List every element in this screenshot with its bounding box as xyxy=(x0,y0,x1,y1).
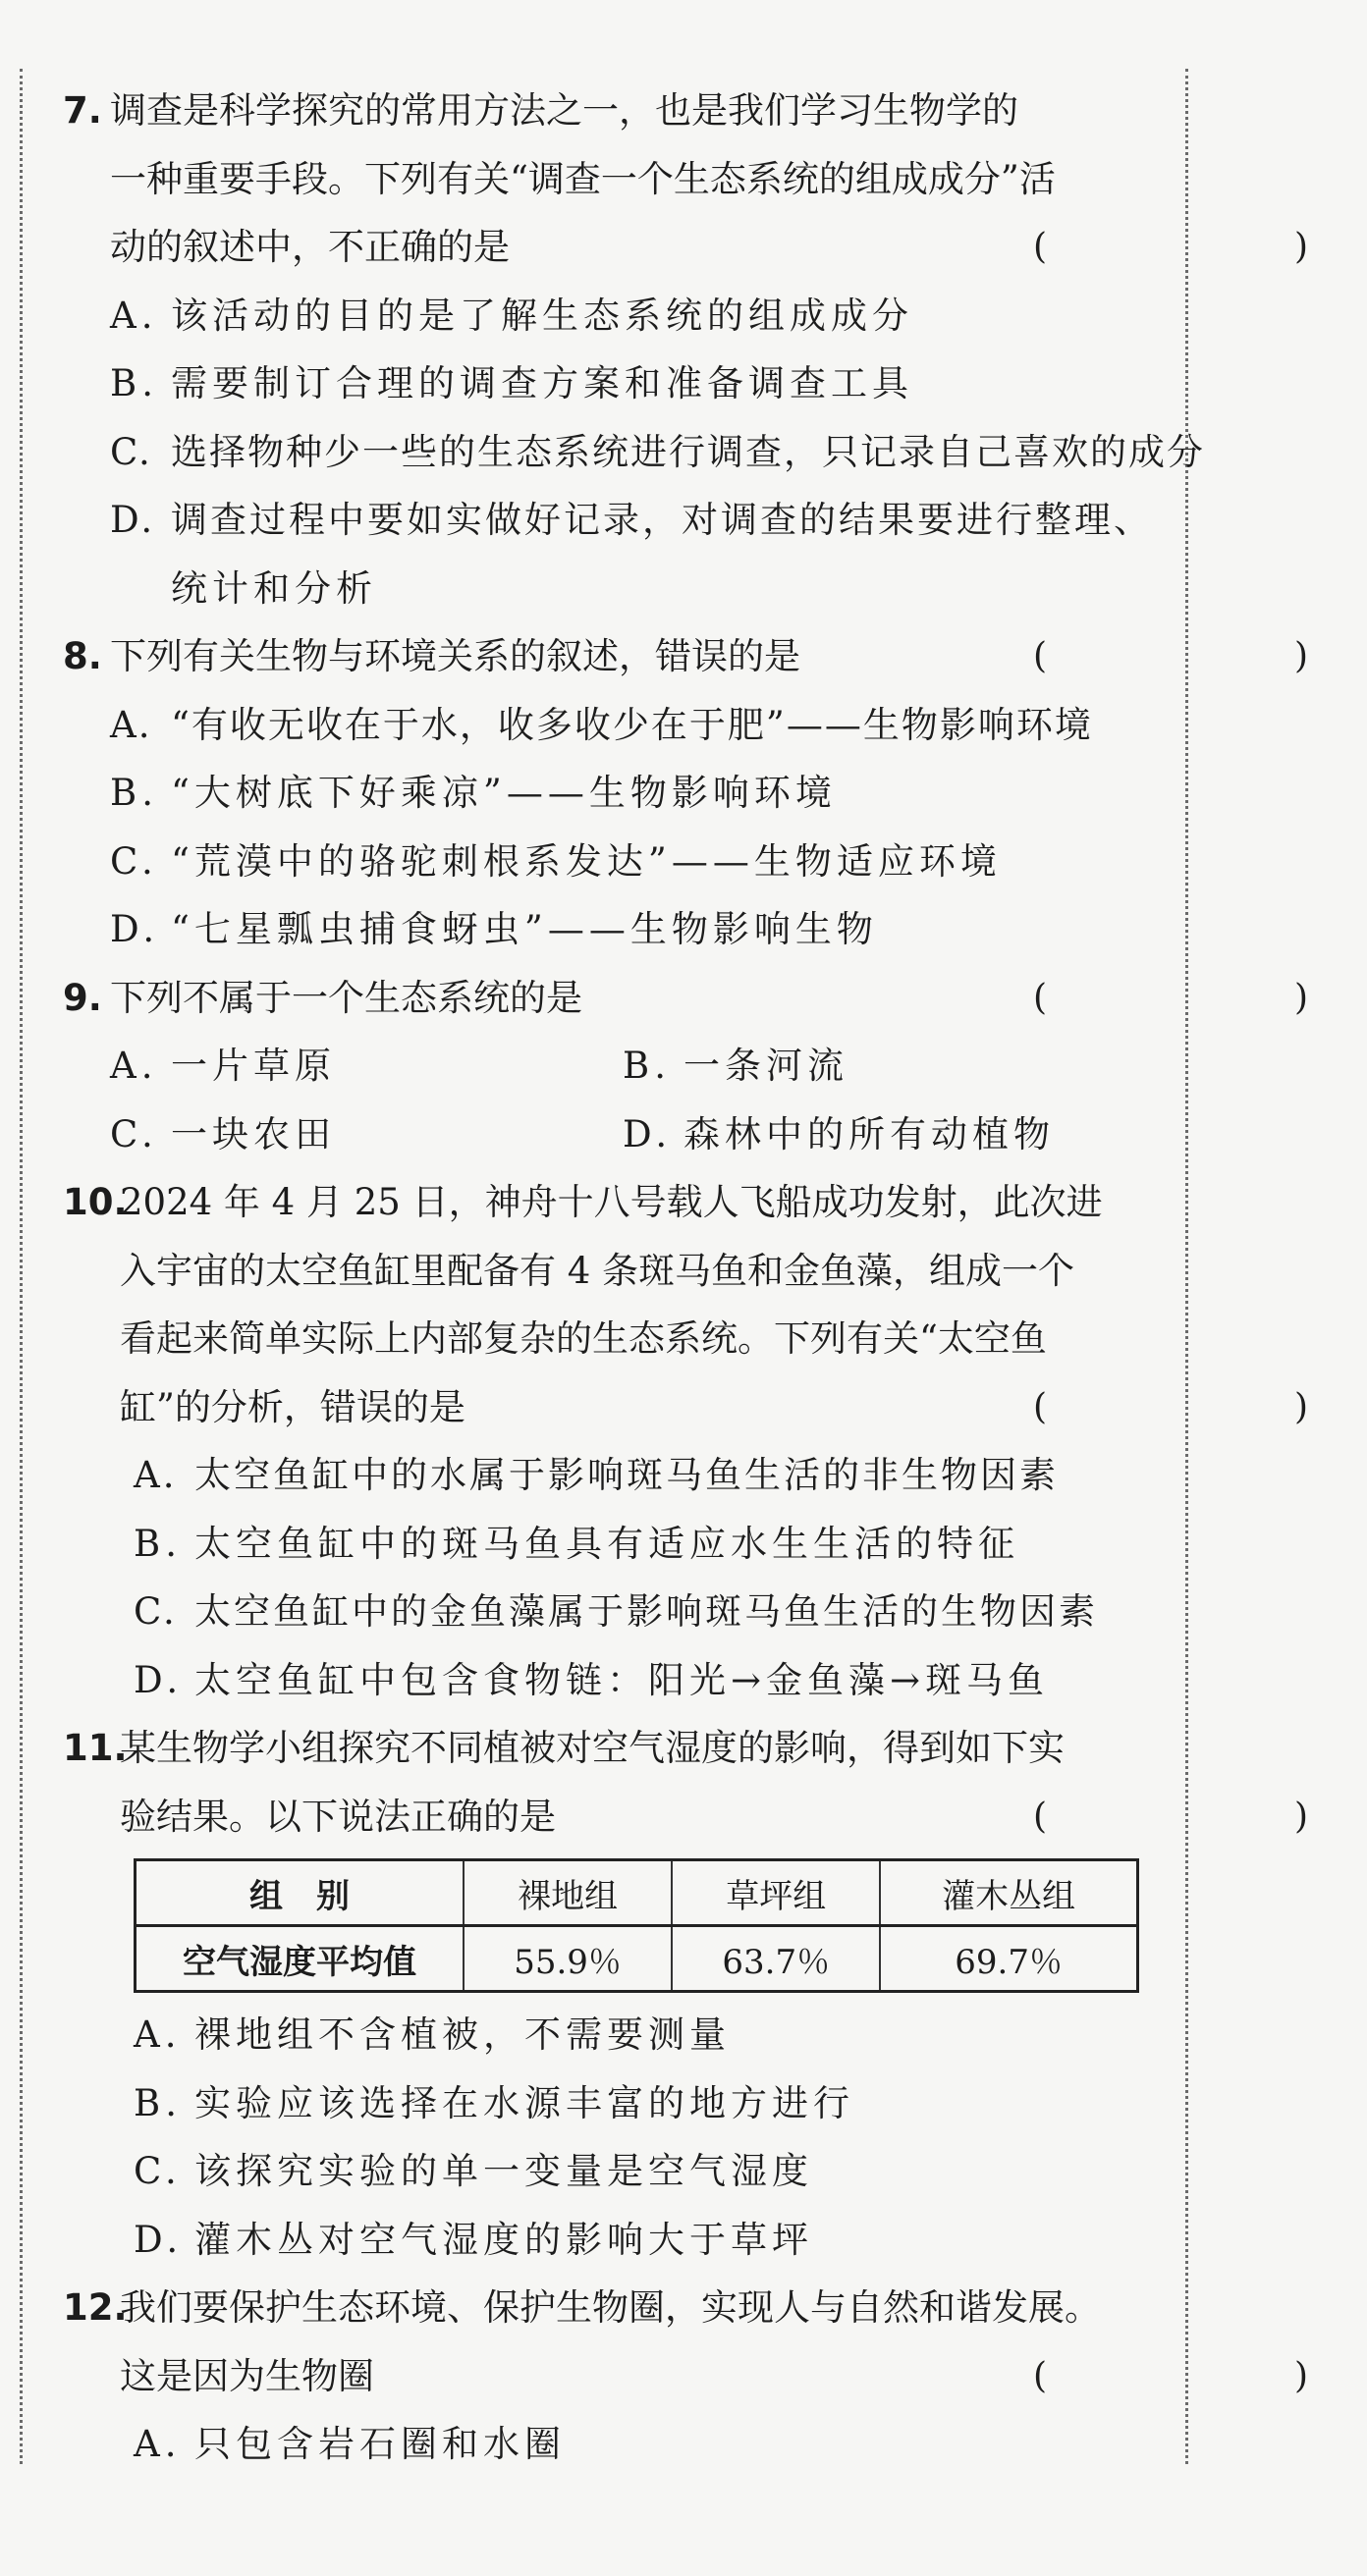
table-header-cell: 灌木丛组 xyxy=(880,1860,1137,1926)
question-number: 12. xyxy=(63,2286,128,2329)
option-letter: D. xyxy=(110,908,160,950)
option-letter: A. xyxy=(110,1045,158,1087)
option-letter: A. xyxy=(134,2423,182,2465)
question-stem-text: 验结果。以下说法正确的是 xyxy=(120,1795,556,1838)
option-text: 需要制订合理的调查方案和准备调查工具 xyxy=(171,362,913,404)
option-c[interactable] xyxy=(63,828,1143,896)
option-text: 森林中的所有动植物 xyxy=(684,1112,1055,1155)
option-text: 灌木丛对空气湿度的影响大于草坪 xyxy=(194,2218,813,2261)
question-stem-text: 下列有关生物与环境关系的叙述，错误的是 xyxy=(110,635,800,677)
question-stem-line xyxy=(63,622,1367,691)
option-letter: A. xyxy=(110,703,152,746)
option-text: 一块农田 xyxy=(171,1112,336,1155)
option-a[interactable] xyxy=(63,691,1143,760)
answer-parentheses[interactable]: ( ) xyxy=(1033,977,1367,1018)
question-stem-line xyxy=(63,1783,1367,1852)
option-letter: D. xyxy=(134,1658,184,1701)
option-letter: C. xyxy=(110,839,158,883)
option-letter: D. xyxy=(110,499,156,541)
question-stem-text: 某生物学小组探究不同植被对空气湿度的影响，得到如下实 xyxy=(120,1727,1065,1769)
table-cell: 63.7％ xyxy=(672,1926,880,1992)
question-12 xyxy=(63,2274,1367,2479)
question-stem-text: 看起来简单实际上内部复杂的生态系统。下列有关“太空鱼 xyxy=(120,1317,1047,1360)
question-stem-line xyxy=(63,1168,1143,1237)
option-text: 选择物种少一些的生态系统进行调查，只记录自己喜欢的成分 xyxy=(171,430,1205,473)
question-list xyxy=(63,77,1367,2479)
question-stem-text: 这是因为生物圈 xyxy=(120,2354,374,2397)
option-letter: C. xyxy=(110,430,152,473)
table-row xyxy=(136,1926,1138,1992)
option-d[interactable] xyxy=(63,486,1153,555)
question-stem-line xyxy=(63,964,1367,1033)
question-stem-text: 动的叙述中，不正确的是 xyxy=(110,226,510,268)
option-text: “七星瓢虫捕食蚜虫”——生物影响生物 xyxy=(171,908,878,950)
option-text: 实验应该选择在水源丰富的地方进行 xyxy=(194,2081,854,2124)
option-text: 太空鱼缸中的水属于影响斑马鱼生活的非生物因素 xyxy=(194,1454,1059,1496)
option-d[interactable] xyxy=(63,2206,1143,2275)
option-letter: C. xyxy=(134,1590,178,1633)
option-text: 太空鱼缸中的金鱼藻属于影响斑马鱼生活的生物因素 xyxy=(194,1590,1098,1633)
question-number: 9. xyxy=(63,976,102,1019)
option-letter: B. xyxy=(110,362,158,404)
option-text: 只包含岩石圈和水圈 xyxy=(194,2423,566,2465)
results-table xyxy=(134,1858,1139,1993)
question-8 xyxy=(63,622,1367,964)
option-a[interactable] xyxy=(63,2001,1143,2069)
question-stem-line xyxy=(63,1373,1367,1442)
option-letter: A. xyxy=(110,294,158,337)
option-c[interactable] xyxy=(63,2137,1143,2206)
answer-parentheses[interactable]: ( ) xyxy=(1033,1386,1367,1427)
option-text: 一条河流 xyxy=(684,1045,848,1087)
question-stem-text: 缸”的分析，错误的是 xyxy=(120,1385,465,1428)
left-margin-rule xyxy=(20,69,23,2464)
option-letter: D. xyxy=(623,1112,673,1155)
question-11 xyxy=(63,1714,1367,2274)
option-letter: B. xyxy=(110,772,158,814)
table-header-cell: 草坪组 xyxy=(672,1860,880,1926)
table-header-row xyxy=(136,1860,1138,1926)
option-text: “有收无收在于水，收多收少在于肥”——生物影响环境 xyxy=(171,703,1093,746)
option-letter: B. xyxy=(623,1045,671,1087)
table-row-label: 空气湿度平均值 xyxy=(136,1926,465,1992)
option-a[interactable] xyxy=(63,1441,1143,1510)
question-number: 11. xyxy=(63,1727,128,1769)
option-text: 该活动的目的是了解生态系统的组成成分 xyxy=(171,294,913,337)
question-number: 7. xyxy=(63,89,102,132)
option-b[interactable] xyxy=(63,1510,1143,1579)
table-cell: 55.9％ xyxy=(464,1926,672,1992)
table-header-cell: 裸地组 xyxy=(464,1860,672,1926)
option-row xyxy=(63,1100,1143,1169)
option-d[interactable] xyxy=(623,1100,1055,1169)
option-d[interactable] xyxy=(63,1646,1143,1715)
question-stem-line xyxy=(63,1714,1143,1783)
option-text: 调查过程中要如实做好记录，对调查的结果要进行整理、 xyxy=(171,499,1153,541)
option-letter: B. xyxy=(134,2081,182,2124)
option-letter: D. xyxy=(134,2218,184,2261)
option-letter: C. xyxy=(134,2150,182,2192)
question-stem-text: 下列不属于一个生态系统的是 xyxy=(110,976,582,1019)
answer-parentheses[interactable]: ( ) xyxy=(1033,1796,1367,1837)
option-text: “大树底下好乘凉”——生物影响环境 xyxy=(171,772,837,814)
option-b[interactable] xyxy=(63,2069,1143,2138)
question-stem-text: 调查是科学探究的常用方法之一，也是我们学习生物学的 xyxy=(110,89,1018,132)
table-cell: 69.7％ xyxy=(880,1926,1137,1992)
question-7 xyxy=(63,77,1367,622)
question-number: 10. xyxy=(63,1181,128,1223)
question-stem-line xyxy=(63,2274,1143,2342)
table-header-cell: 组 别 xyxy=(136,1860,465,1926)
answer-parentheses[interactable]: ( ) xyxy=(1033,227,1367,267)
option-letter: C. xyxy=(110,1112,158,1155)
option-b[interactable] xyxy=(63,349,1143,418)
option-text: 太空鱼缸中包含食物链：阳光→金鱼藻→斑马鱼 xyxy=(194,1658,1050,1701)
question-stem-line xyxy=(63,1237,1143,1306)
question-stem-line xyxy=(63,2342,1367,2411)
option-text: 一片草原 xyxy=(171,1045,336,1087)
option-b[interactable] xyxy=(63,759,1143,828)
question-stem-line xyxy=(63,145,1143,214)
question-stem-text: 一种重要手段。下列有关“调查一个生态系统的组成成分”活 xyxy=(110,157,1056,200)
option-d-continued xyxy=(63,555,1143,623)
option-text: 统计和分析 xyxy=(171,566,377,610)
question-stem-text: 我们要保护生态环境、保护生物圈，实现人与自然和谐发展。 xyxy=(120,2286,1101,2329)
option-c[interactable] xyxy=(63,418,1205,487)
option-row xyxy=(63,1032,1143,1100)
option-a[interactable] xyxy=(110,1045,336,1087)
option-c[interactable] xyxy=(63,1578,1143,1646)
option-letter: B. xyxy=(134,1522,182,1565)
option-text: “荒漠中的骆驼刺根系发达”——生物适应环境 xyxy=(171,839,1002,883)
question-10 xyxy=(63,1168,1367,1714)
option-b[interactable] xyxy=(623,1032,848,1100)
question-stem-text: 2024 年 4 月 25 日，神舟十八号载人飞船成功发射，此次进 xyxy=(120,1181,1103,1223)
question-number: 8. xyxy=(63,635,102,677)
option-c[interactable] xyxy=(110,1113,336,1155)
option-a[interactable] xyxy=(63,2410,1143,2479)
option-a[interactable] xyxy=(63,282,1143,350)
option-d[interactable] xyxy=(63,895,1143,964)
option-letter: A. xyxy=(134,2013,182,2056)
question-stem-text: 入宇宙的太空鱼缸里配备有 4 条斑马鱼和金鱼藻，组成一个 xyxy=(120,1249,1075,1292)
option-text: 太空鱼缸中的斑马鱼具有适应水生生活的特征 xyxy=(194,1522,1019,1565)
answer-parentheses[interactable]: ( ) xyxy=(1033,636,1367,676)
question-stem-line xyxy=(63,213,1367,282)
question-stem-line xyxy=(63,77,1143,145)
option-text: 该探究实验的单一变量是空气湿度 xyxy=(194,2150,813,2192)
question-stem-line xyxy=(63,1305,1143,1373)
option-text: 裸地组不含植被，不需要测量 xyxy=(194,2013,731,2056)
answer-parentheses[interactable]: ( ) xyxy=(1033,2355,1367,2396)
question-9 xyxy=(63,964,1367,1169)
option-letter: A. xyxy=(134,1454,178,1496)
